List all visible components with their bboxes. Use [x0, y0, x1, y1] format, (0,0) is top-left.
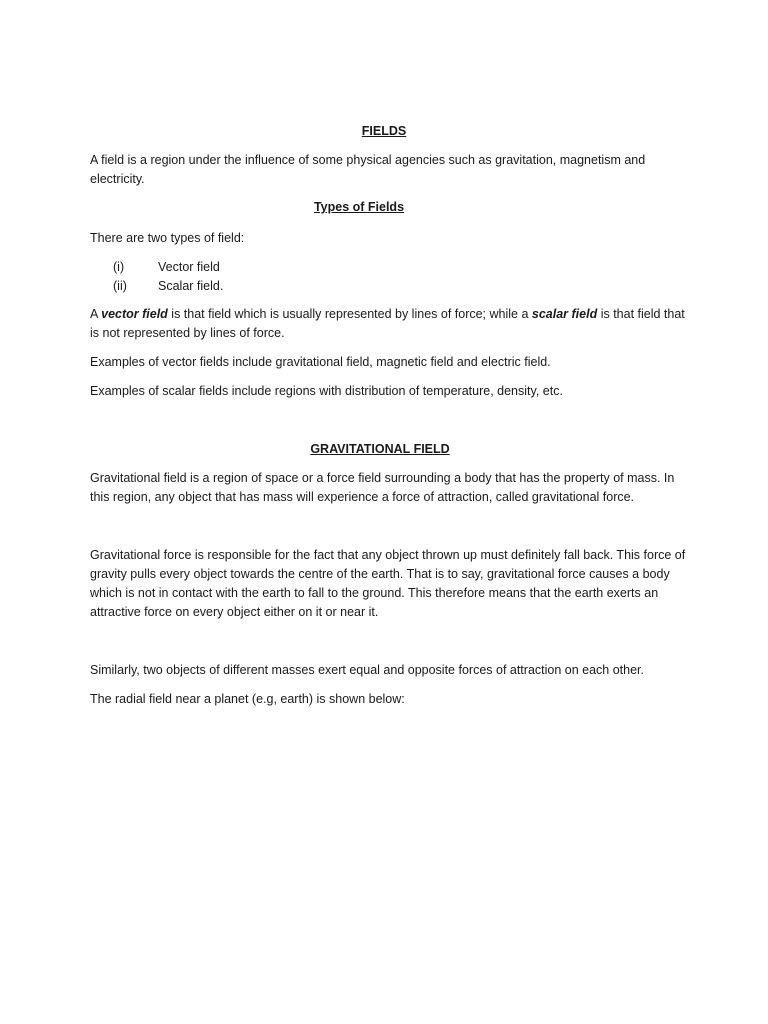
definition-part1: A [90, 307, 102, 321]
gravitational-heading: GRAVITATIONAL FIELD [310, 442, 450, 456]
scalar-examples: Examples of scalar fields include regions with distribution of temperature, density, etc. [90, 384, 563, 398]
vector-examples: Examples of vector fields include gravitational field, magnetic field and electric field. [90, 355, 551, 369]
list-marker: (i) [113, 260, 125, 274]
radial-field-caption: The radial field near a planet (e.g, earth) is shown below: [90, 692, 405, 706]
vector-field-term: vector field [101, 307, 168, 321]
definition-part2: is that field which is usually represented by lines of force; while a [167, 307, 532, 321]
title-heading: FIELDS [361, 124, 407, 138]
scalar-field-term: scalar field [531, 307, 598, 321]
types-lead: There are two types of field: [90, 231, 245, 245]
list-marker: (ii) [113, 279, 127, 293]
list-item-text: Scalar field. [158, 279, 224, 293]
gravitational-paragraph-2: Gravitational force is responsible for the fact that any object thrown up must definitely fall back. This force of gravity pulls every object towards the centre of the earth. That is to say, gravitational force causes a body which is not in contact with the earth to fall to the ground. This therefore means that the earth exerts an attractive force on every object either on it or near it. [90, 548, 686, 619]
definition-paragraph [90, 305, 690, 343]
gravitational-paragraph-1: Gravitational field is a region of space or a force field surrounding a body that has the property of mass. In this region, any object that has mass will experience a force of attraction, called gravitational force. [90, 471, 675, 504]
definition-part3: is that field that is not represented by lines of force. [90, 307, 685, 340]
types-heading: Types of Fields [313, 200, 405, 214]
list-item-text: Vector field [158, 260, 220, 274]
gravitational-paragraph-3: Similarly, two objects of different masses exert equal and opposite forces of attraction on each other. [90, 663, 645, 677]
intro-paragraph: A field is a region under the influence of some physical agencies such as gravitation, magnetism and electricity. [90, 153, 646, 186]
